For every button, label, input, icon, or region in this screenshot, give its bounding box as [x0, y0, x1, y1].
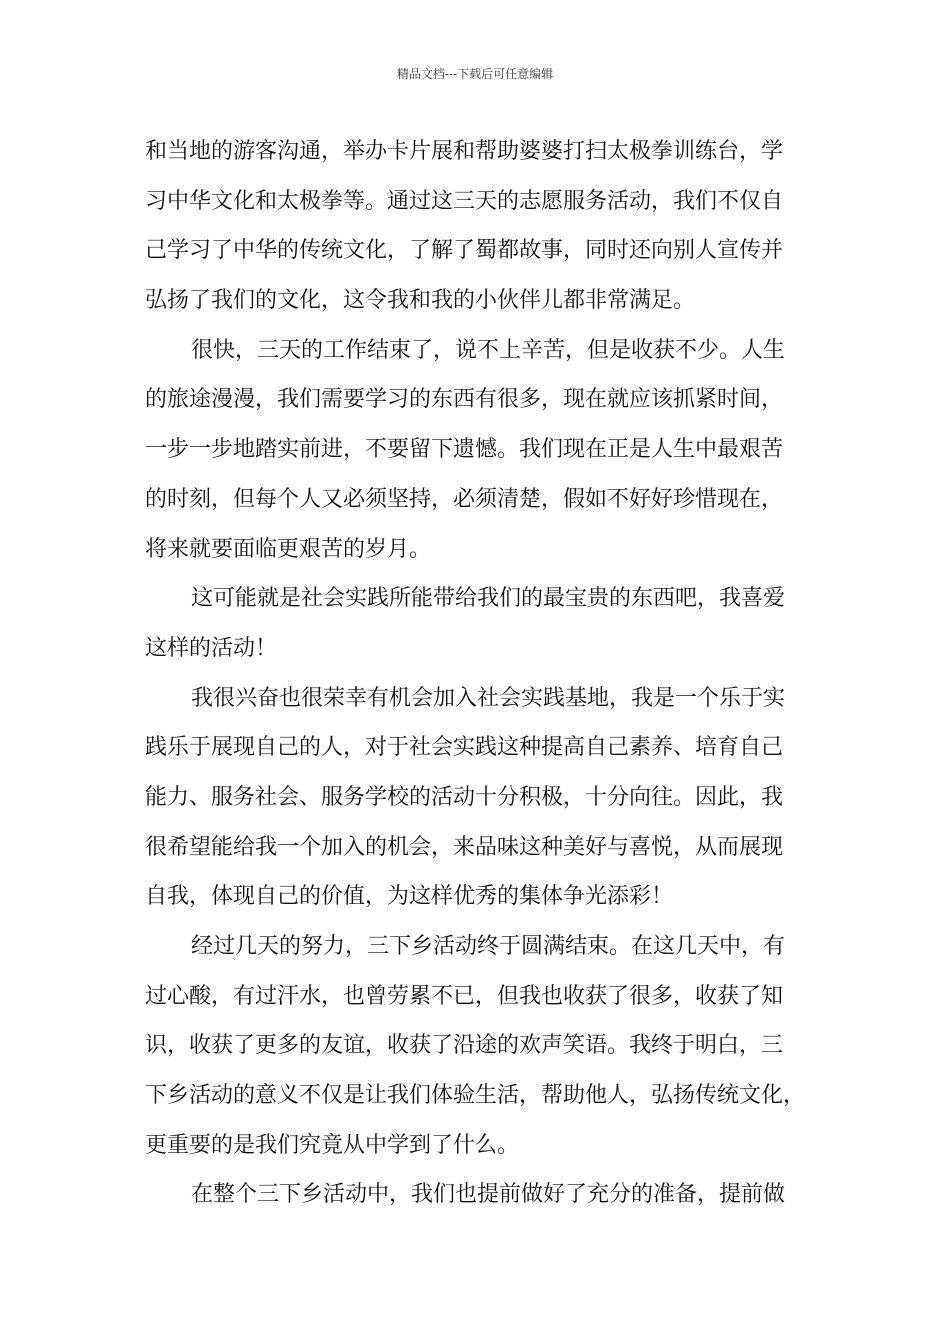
paragraph-first-line: 我很兴奋也很荣幸有机会加入社会实践基地，我是一个乐于实 — [191, 685, 786, 711]
text-line: 弘扬了我们的文化，这令我和我的小伙伴儿都非常满足。 — [145, 288, 696, 314]
text-line: 这样的活动！ — [145, 635, 278, 661]
text-line: 的旅途漫漫，我们需要学习的东西有很多，现在就应该抓紧时间， — [145, 387, 784, 413]
text-line: 识，收获了更多的友谊，收获了沿途的欢声笑语。我终于明白，三 — [145, 1033, 784, 1059]
text-line: 己学习了中华的传统文化，了解了蜀都故事，同时还向别人宣传并 — [145, 238, 784, 264]
text-line: 践乐于展现自己的人，对于社会实践这种提高自己素养、培育自己 — [145, 735, 784, 761]
paragraph-first-line: 很快，三天的工作结束了，说不上辛苦，但是收获不少。人生 — [191, 337, 786, 363]
text-line: 很希望能给我一个加入的机会，来品味这种美好与喜悦，从而展现 — [145, 834, 784, 860]
paragraph-first-line: 经过几天的努力，三下乡活动终于圆满结束。在这几天中，有 — [191, 934, 786, 959]
text-line: 能力、服务社会、服务学校的活动十分积极，十分向往。因此，我 — [145, 784, 784, 810]
text-line: 将来就要面临更艰苦的岁月。 — [145, 536, 432, 562]
page-header: 精品文档---下载后可任意编辑 — [396, 67, 554, 81]
text-line: 一步一步地踏实前进，不要留下遗憾。我们现在正是人生中最艰苦 — [145, 437, 784, 463]
text-line: 下乡活动的意义不仅是让我们体验生活，帮助他人，弘扬传统文化， — [145, 1083, 806, 1109]
text-line: 和当地的游客沟通，举办卡片展和帮助婆婆打扫太极拳训练台，学 — [145, 139, 784, 164]
paragraph-first-line: 在整个三下乡活动中，我们也提前做好了充分的准备，提前做 — [191, 1182, 786, 1208]
paragraph-first-line: 这可能就是社会实践所能带给我们的最宝贵的东西吧，我喜爱 — [191, 586, 786, 612]
text-line: 自我，体现自己的价值，为这样优秀的集体争光添彩！ — [145, 884, 674, 910]
text-line: 过心酸，有过汗水，也曾劳累不已，但我也收获了很多，收获了知 — [145, 983, 784, 1009]
document-body — [145, 127, 810, 1220]
text-line: 更重要的是我们究竟从中学到了什么。 — [145, 1132, 520, 1158]
text-line: 的时刻，但每个人又必须坚持，必须清楚，假如不好好珍惜现在， — [145, 486, 784, 512]
text-line: 习中华文化和太极拳等。通过这三天的志愿服务活动，我们不仅自 — [145, 188, 784, 214]
